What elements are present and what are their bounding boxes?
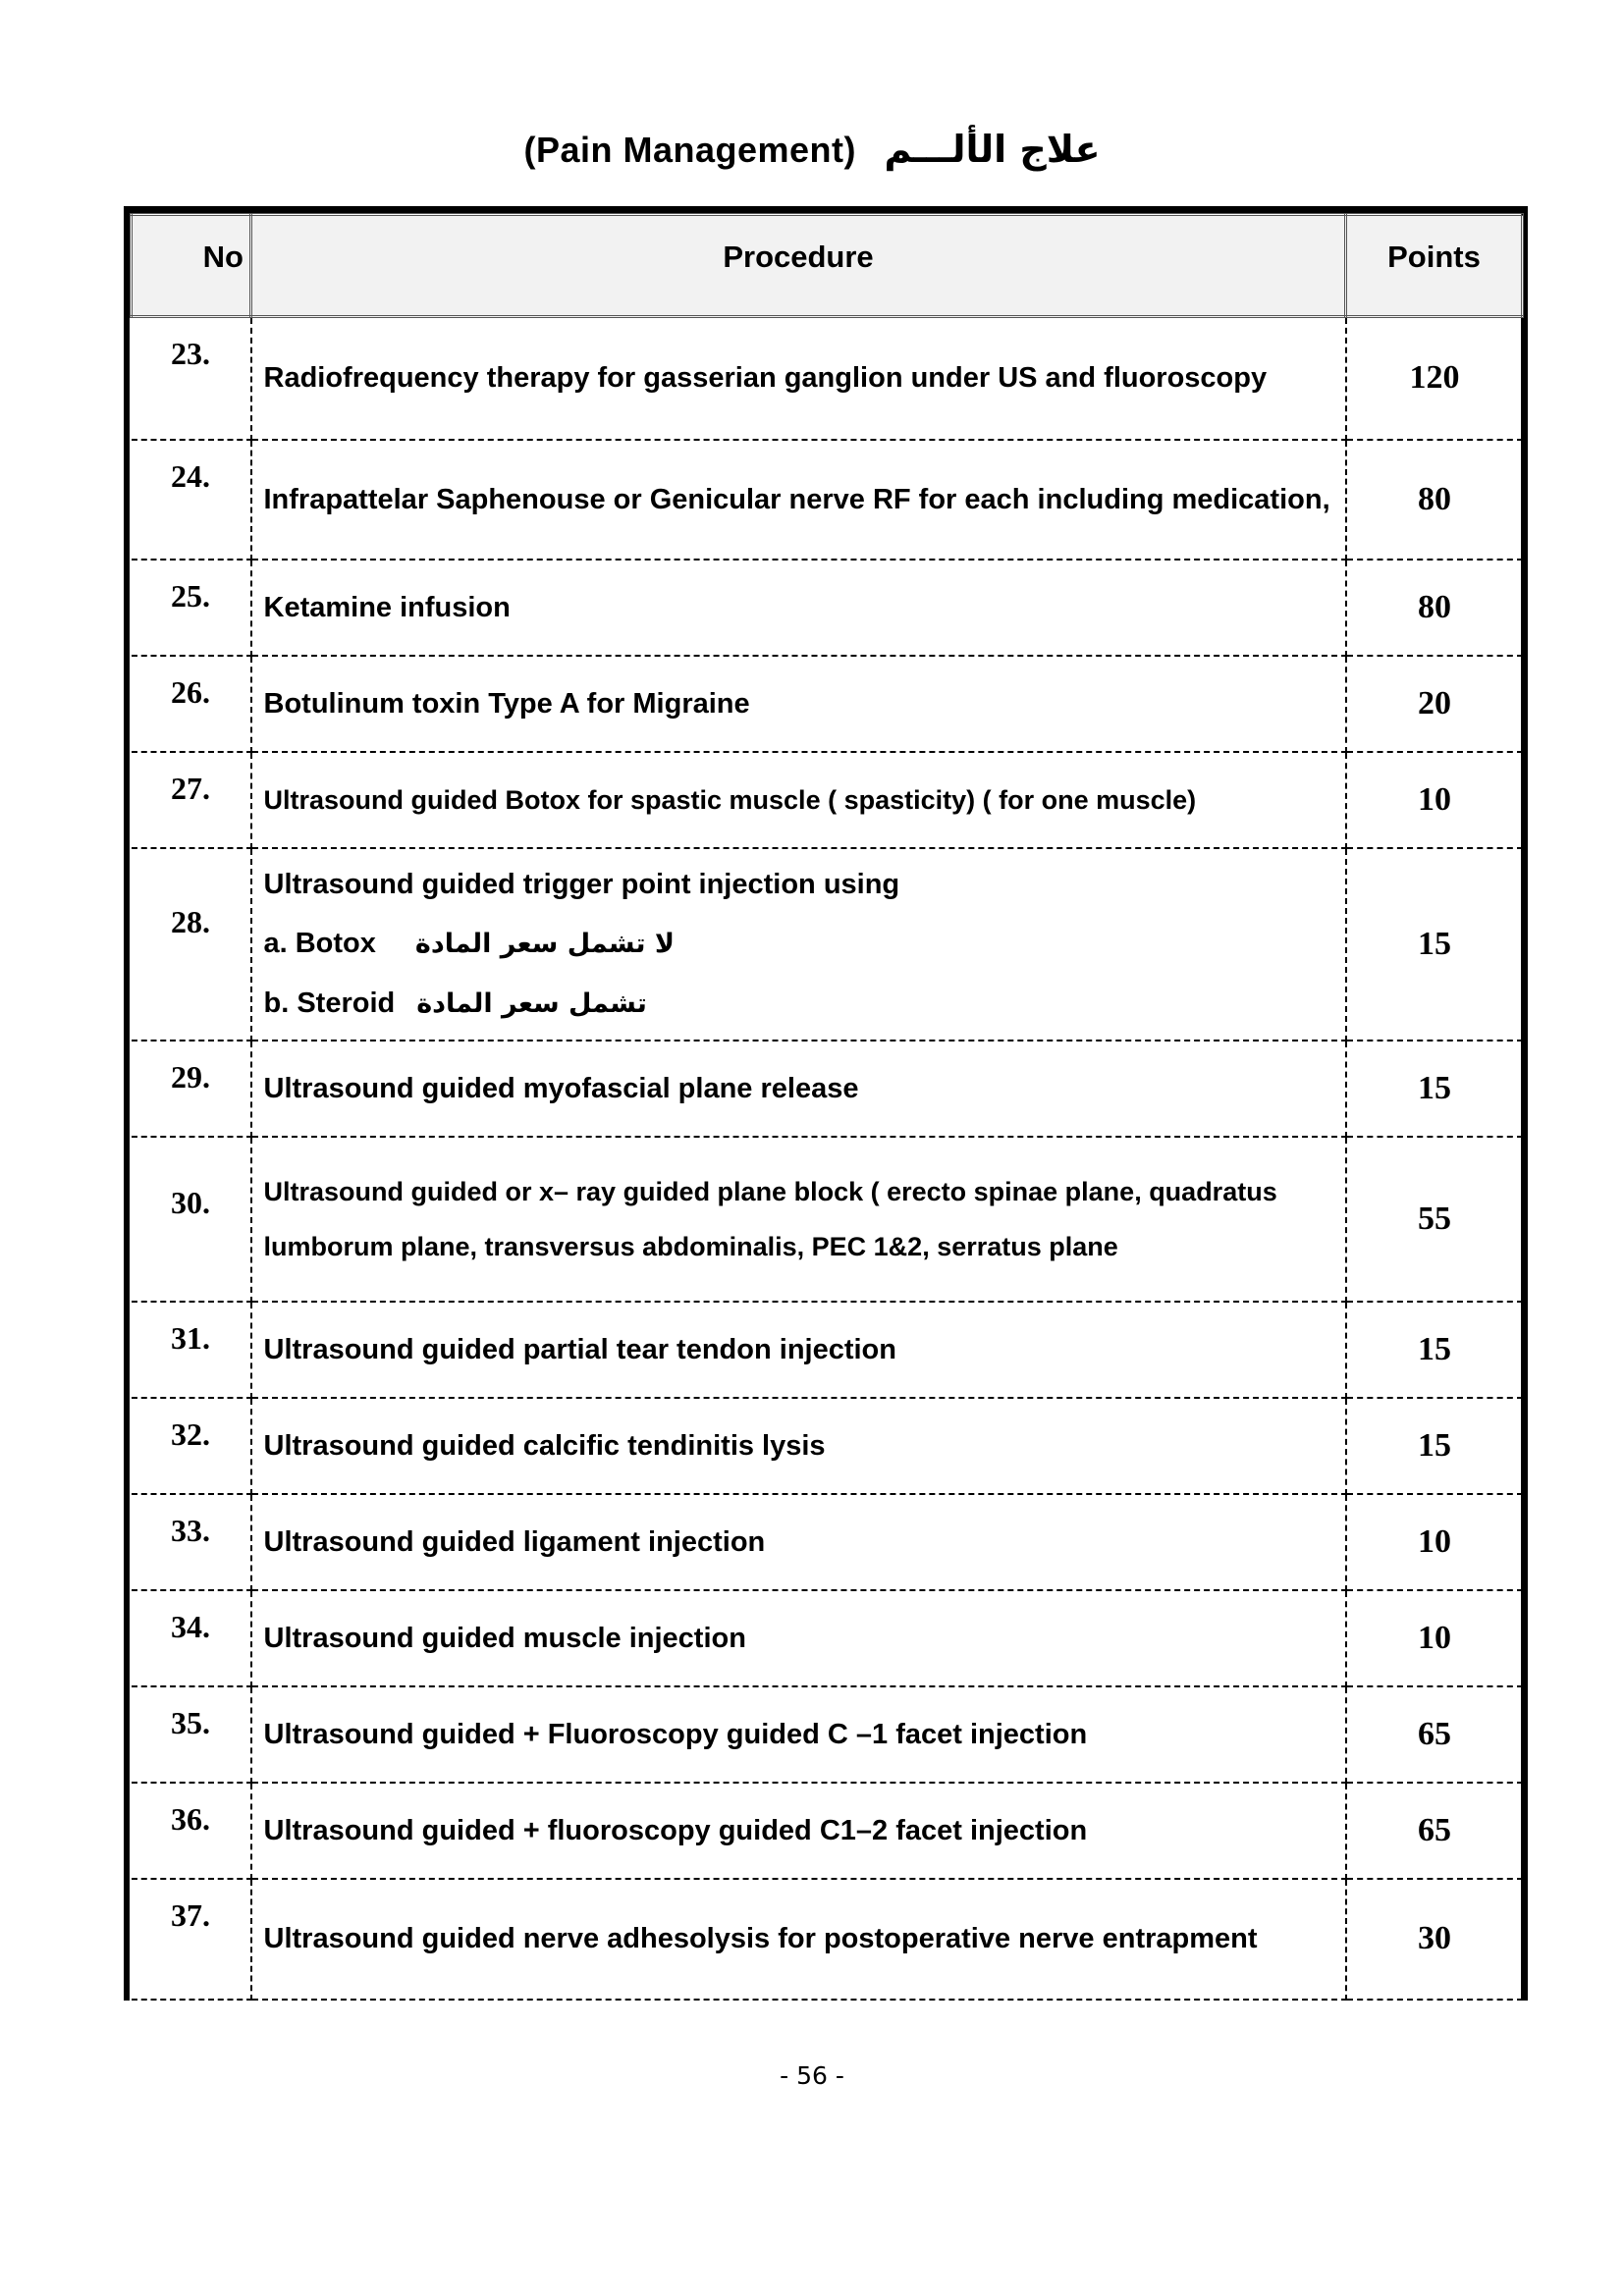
table-row	[132, 560, 1523, 656]
row-procedure: Ultrasound guided myofascial plane release	[251, 1041, 1346, 1137]
table-row	[132, 656, 1523, 752]
table-row	[132, 1879, 1523, 2000]
sub-item-label: b. Steroid	[263, 987, 396, 1019]
table-row	[132, 1686, 1523, 1783]
table-header-row	[132, 215, 1523, 317]
row-procedure: Ketamine infusion	[251, 560, 1346, 656]
table-row	[132, 1137, 1523, 1302]
row-no: 26.	[132, 656, 251, 752]
header-points: Points	[1346, 215, 1523, 317]
row-points: 10	[1346, 752, 1523, 848]
table-row	[132, 440, 1523, 560]
row-points: 80	[1346, 440, 1523, 560]
title-arabic: علاج الألـــم	[884, 128, 1101, 171]
procedures-table-frame	[124, 206, 1528, 2001]
row-points: 30	[1346, 1879, 1523, 2000]
row-procedure: Ultrasound guided + Fluoroscopy guided C –1 facet injection	[251, 1686, 1346, 1783]
page-title	[0, 128, 1624, 171]
row-no: 31.	[132, 1302, 251, 1398]
row-points: 120	[1346, 317, 1523, 440]
table-row	[132, 1041, 1523, 1137]
table-row	[132, 752, 1523, 848]
row-procedure: Radiofrequency therapy for gasserian ganglion under US and fluoroscopy	[251, 317, 1346, 440]
table-row	[132, 317, 1523, 440]
row-procedure: Ultrasound guided nerve adhesolysis for postoperative nerve entrapment	[251, 1879, 1346, 2000]
row-procedure: Ultrasound guided or x– ray guided plane block ( erecto spinae plane, quadratus lumborum plane, transversus abdominalis, PEC 1&2, serratus plane	[251, 1137, 1346, 1302]
header-procedure: Procedure	[251, 215, 1346, 317]
sub-item-label: a. Botox	[263, 927, 376, 959]
table-row	[132, 1783, 1523, 1879]
row-points: 10	[1346, 1590, 1523, 1686]
row-no: 37.	[132, 1879, 251, 2000]
page-number: - 56 -	[780, 2061, 844, 2090]
row-points: 65	[1346, 1783, 1523, 1879]
row-procedure-main: Ultrasound guided trigger point injection using	[263, 868, 900, 900]
row-points: 20	[1346, 656, 1523, 752]
row-no: 35.	[132, 1686, 251, 1783]
title-english: (Pain Management)	[523, 130, 856, 170]
row-points: 15	[1346, 1398, 1523, 1494]
header-no: No	[132, 215, 251, 317]
row-procedure	[251, 848, 1346, 1041]
table-row	[132, 1302, 1523, 1398]
procedures-table	[130, 213, 1524, 2001]
row-points: 80	[1346, 560, 1523, 656]
sub-item-note: تشمل سعر المادة	[416, 988, 647, 1019]
row-no: 25.	[132, 560, 251, 656]
row-no: 32.	[132, 1398, 251, 1494]
row-no: 29.	[132, 1041, 251, 1137]
row-procedure: Ultrasound guided partial tear tendon injection	[251, 1302, 1346, 1398]
sub-item-steroid	[264, 974, 1333, 1034]
row-no: 36.	[132, 1783, 251, 1879]
table-row	[132, 1494, 1523, 1590]
row-points: 65	[1346, 1686, 1523, 1783]
row-no: 24.	[132, 440, 251, 560]
row-procedure: Ultrasound guided Botox for spastic muscle ( spasticity) ( for one muscle)	[251, 752, 1346, 848]
row-no: 33.	[132, 1494, 251, 1590]
row-no: 28.	[132, 848, 251, 1041]
row-procedure: Botulinum toxin Type A for Migraine	[251, 656, 1346, 752]
row-points: 15	[1346, 1302, 1523, 1398]
sub-item-note: لا تشمل سعر المادة	[414, 928, 676, 959]
row-procedure: Ultrasound guided ligament injection	[251, 1494, 1346, 1590]
row-no: 27.	[132, 752, 251, 848]
table-row	[132, 848, 1523, 1041]
row-points: 55	[1346, 1137, 1523, 1302]
row-points: 15	[1346, 848, 1523, 1041]
row-no: 34.	[132, 1590, 251, 1686]
row-procedure: Infrapattelar Saphenouse or Genicular nerve RF for each including medication,	[251, 440, 1346, 560]
row-no: 23.	[132, 317, 251, 440]
row-procedure: Ultrasound guided muscle injection	[251, 1590, 1346, 1686]
sub-item-botox	[264, 914, 1333, 974]
table-row	[132, 1398, 1523, 1494]
row-procedure: Ultrasound guided + fluoroscopy guided C1–2 facet injection	[251, 1783, 1346, 1879]
table-row	[132, 1590, 1523, 1686]
row-procedure: Ultrasound guided calcific tendinitis lysis	[251, 1398, 1346, 1494]
row-no: 30.	[132, 1137, 251, 1302]
row-points: 10	[1346, 1494, 1523, 1590]
row-points: 15	[1346, 1041, 1523, 1137]
